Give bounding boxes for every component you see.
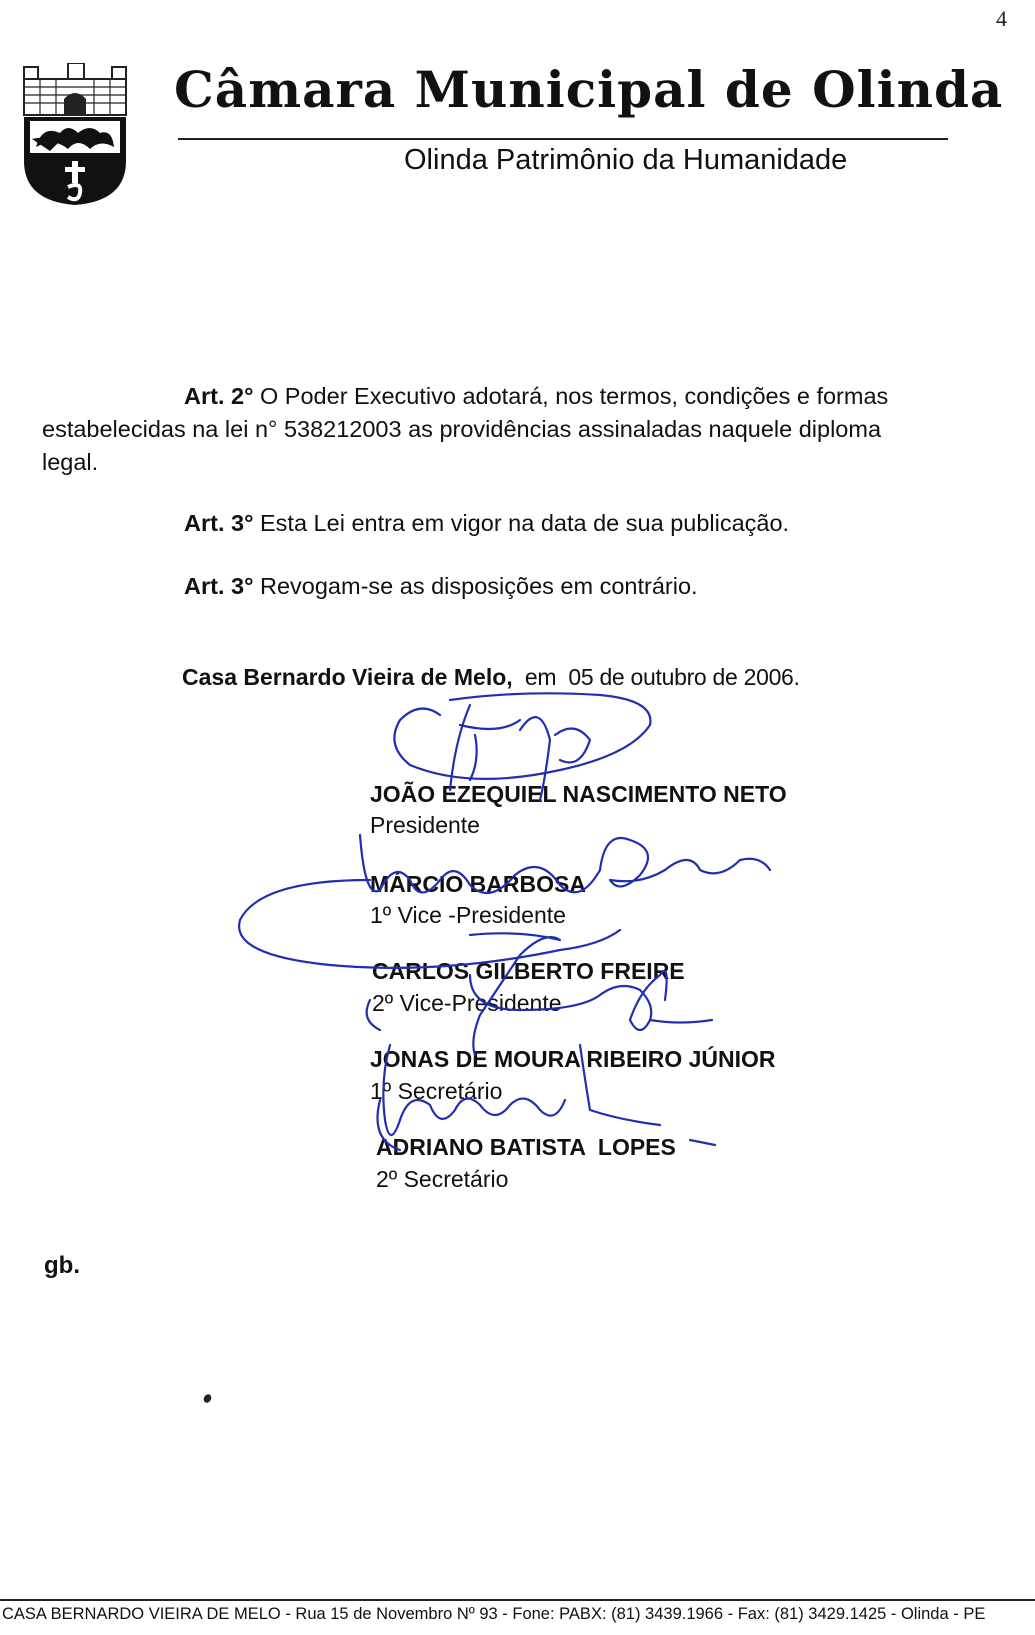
page-number: 4 <box>996 6 1007 31</box>
ink-mark <box>202 1393 213 1404</box>
signatory-4-role: 1º Secretário <box>370 1078 503 1104</box>
title-divider <box>178 138 948 140</box>
article-3-revocation-text: Revogam-se as disposições em contrário. <box>253 573 698 599</box>
place: Casa Bernardo Vieira de Melo, <box>182 664 513 690</box>
signatory-2-name: MÁRCIO BARBOSA <box>370 871 586 897</box>
article-3-effect <box>184 507 789 540</box>
article-2-line-1: O Poder Executivo adotará, nos termos, condições e formas <box>253 383 889 409</box>
article-3-effect-label: Art. 3° <box>184 510 254 536</box>
article-2-line-3: legal. <box>42 449 99 475</box>
footer-divider <box>0 1599 1035 1601</box>
signatory-1-role: Presidente <box>370 812 480 838</box>
signatory-3-name: CARLOS GILBERTO FREIRE <box>372 958 685 984</box>
article-3-effect-text: Esta Lei entra em vigor na data de sua publicação. <box>253 510 790 536</box>
signatory-4-name: JONAS DE MOURA RIBEIRO JÚNIOR <box>370 1046 776 1072</box>
signatory-3-role: 2º Vice-Presidente <box>372 990 562 1016</box>
article-3-revocation <box>184 570 698 603</box>
signatory-5-name: ADRIANO BATISTA LOPES <box>376 1134 676 1160</box>
article-2 <box>42 380 1027 479</box>
place-and-date <box>182 664 800 691</box>
footer-address: CASA BERNARDO VIEIRA DE MELO - Rua 15 de Novembro Nº 93 - Fone: PABX: (81) 3439.1966 - Fax: (81) 3429.1425 - Olinda - PE <box>2 1605 986 1623</box>
article-2-line-2: estabelecidas na lei n° 538212003 as providências assinaladas naquele diploma <box>42 416 882 442</box>
signatory-1-name: JOÃO EZEQUIEL NASCIMENTO NETO <box>370 781 787 807</box>
typist-initials: gb. <box>44 1252 80 1279</box>
signatory-2-role: 1º Vice -Presidente <box>370 902 566 928</box>
chamber-subtitle: Olinda Patrimônio da Humanidade <box>404 144 848 176</box>
article-2-label: Art. 2° <box>184 383 254 409</box>
article-3-revocation-label: Art. 3° <box>184 573 254 599</box>
signatory-5-role: 2º Secretário <box>376 1166 509 1192</box>
date: em 05 de outubro de 2006. <box>512 664 800 690</box>
signature-1 <box>394 693 650 779</box>
chamber-title: Câmara Municipal de Olinda <box>174 60 1004 119</box>
olinda-coat-of-arms-icon <box>20 63 130 208</box>
